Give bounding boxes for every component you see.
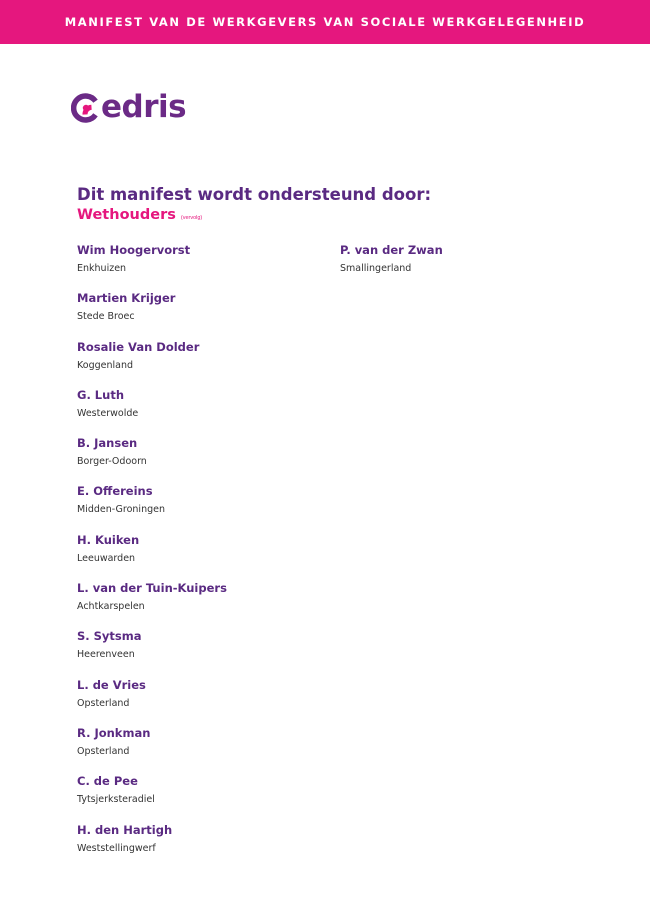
signatory-name: H. den Hartigh: [77, 822, 173, 837]
signatory-name: R. Jonkman: [77, 725, 151, 740]
signatory-name: B. Jansen: [77, 436, 138, 451]
signatory-name: C. de Pee: [77, 774, 138, 789]
signatory-municipality: Koggenland: [77, 359, 134, 371]
signatory-entry: [77, 531, 317, 579]
signatory-municipality: Enkhuizen: [77, 263, 127, 274]
heading-block: [77, 184, 431, 225]
top-banner: [0, 0, 650, 44]
signatory-name: H. Kuiken: [77, 532, 140, 547]
logo-wordmark: edris: [101, 88, 187, 125]
cedris-logo: [71, 90, 186, 126]
signatory-entry: [77, 821, 317, 869]
signatory-municipality: Achtkarspelen: [77, 601, 145, 613]
signatories-left-column: [77, 241, 317, 869]
signatory-municipality: Opsterland: [77, 745, 130, 757]
signatories-right-column: [340, 241, 580, 289]
signatory-name: E. Offereins: [77, 484, 153, 499]
signatory-entry: [77, 579, 317, 627]
signatory-entry: [77, 676, 317, 724]
signatory-municipality: Opsterland: [77, 697, 130, 709]
cedris-logo-mark-icon: [71, 93, 101, 123]
signatory-municipality: Stede Broec: [77, 311, 135, 323]
signatory-entry: [340, 241, 580, 289]
signatory-name: S. Sytsma: [77, 629, 142, 644]
page-subtitle: Wethouders: [77, 207, 176, 223]
signatory-municipality: Leeuwarden: [77, 552, 136, 564]
signatory-municipality: Weststellingwerf: [77, 842, 156, 854]
signatory-entry: [77, 386, 317, 434]
signatory-name: G. Luth: [77, 387, 125, 402]
signatory-municipality: Tytsjerksteradiel: [77, 794, 155, 806]
subtitle-note: (vervolg): [180, 215, 203, 221]
signatory-entry: [77, 338, 317, 386]
signatory-name: L. de Vries: [77, 677, 146, 692]
signatory-name: Rosalie Van Dolder: [77, 339, 200, 354]
signatory-municipality: Smallingerland: [340, 263, 412, 274]
signatory-entry: [77, 482, 317, 530]
signatory-entry: [77, 241, 317, 289]
signatory-entry: [77, 627, 317, 675]
banner-text: MANIFEST VAN DE WERKGEVERS VAN SOCIALE WERKGELEGENHEID: [64, 15, 586, 29]
signatory-name: L. van der Tuin-Kuipers: [77, 581, 227, 596]
signatory-municipality: Heerenveen: [77, 649, 135, 661]
signatory-municipality: Borger-Odoorn: [77, 456, 147, 468]
signatory-name: P. van der Zwan: [340, 243, 443, 257]
signatory-entry: [77, 724, 317, 772]
signatory-municipality: Westerwolde: [77, 407, 139, 419]
signatory-entry: [77, 772, 317, 820]
signatory-name: Wim Hoogervorst: [77, 243, 191, 257]
subtitle-line: [77, 205, 431, 225]
signatory-entry: [77, 289, 317, 337]
signatory-municipality: Midden-Groningen: [77, 504, 165, 516]
page-title: Dit manifest wordt ondersteund door:: [77, 185, 432, 204]
signatory-entry: [77, 434, 317, 482]
signatory-name: Martien Krijger: [77, 291, 176, 306]
